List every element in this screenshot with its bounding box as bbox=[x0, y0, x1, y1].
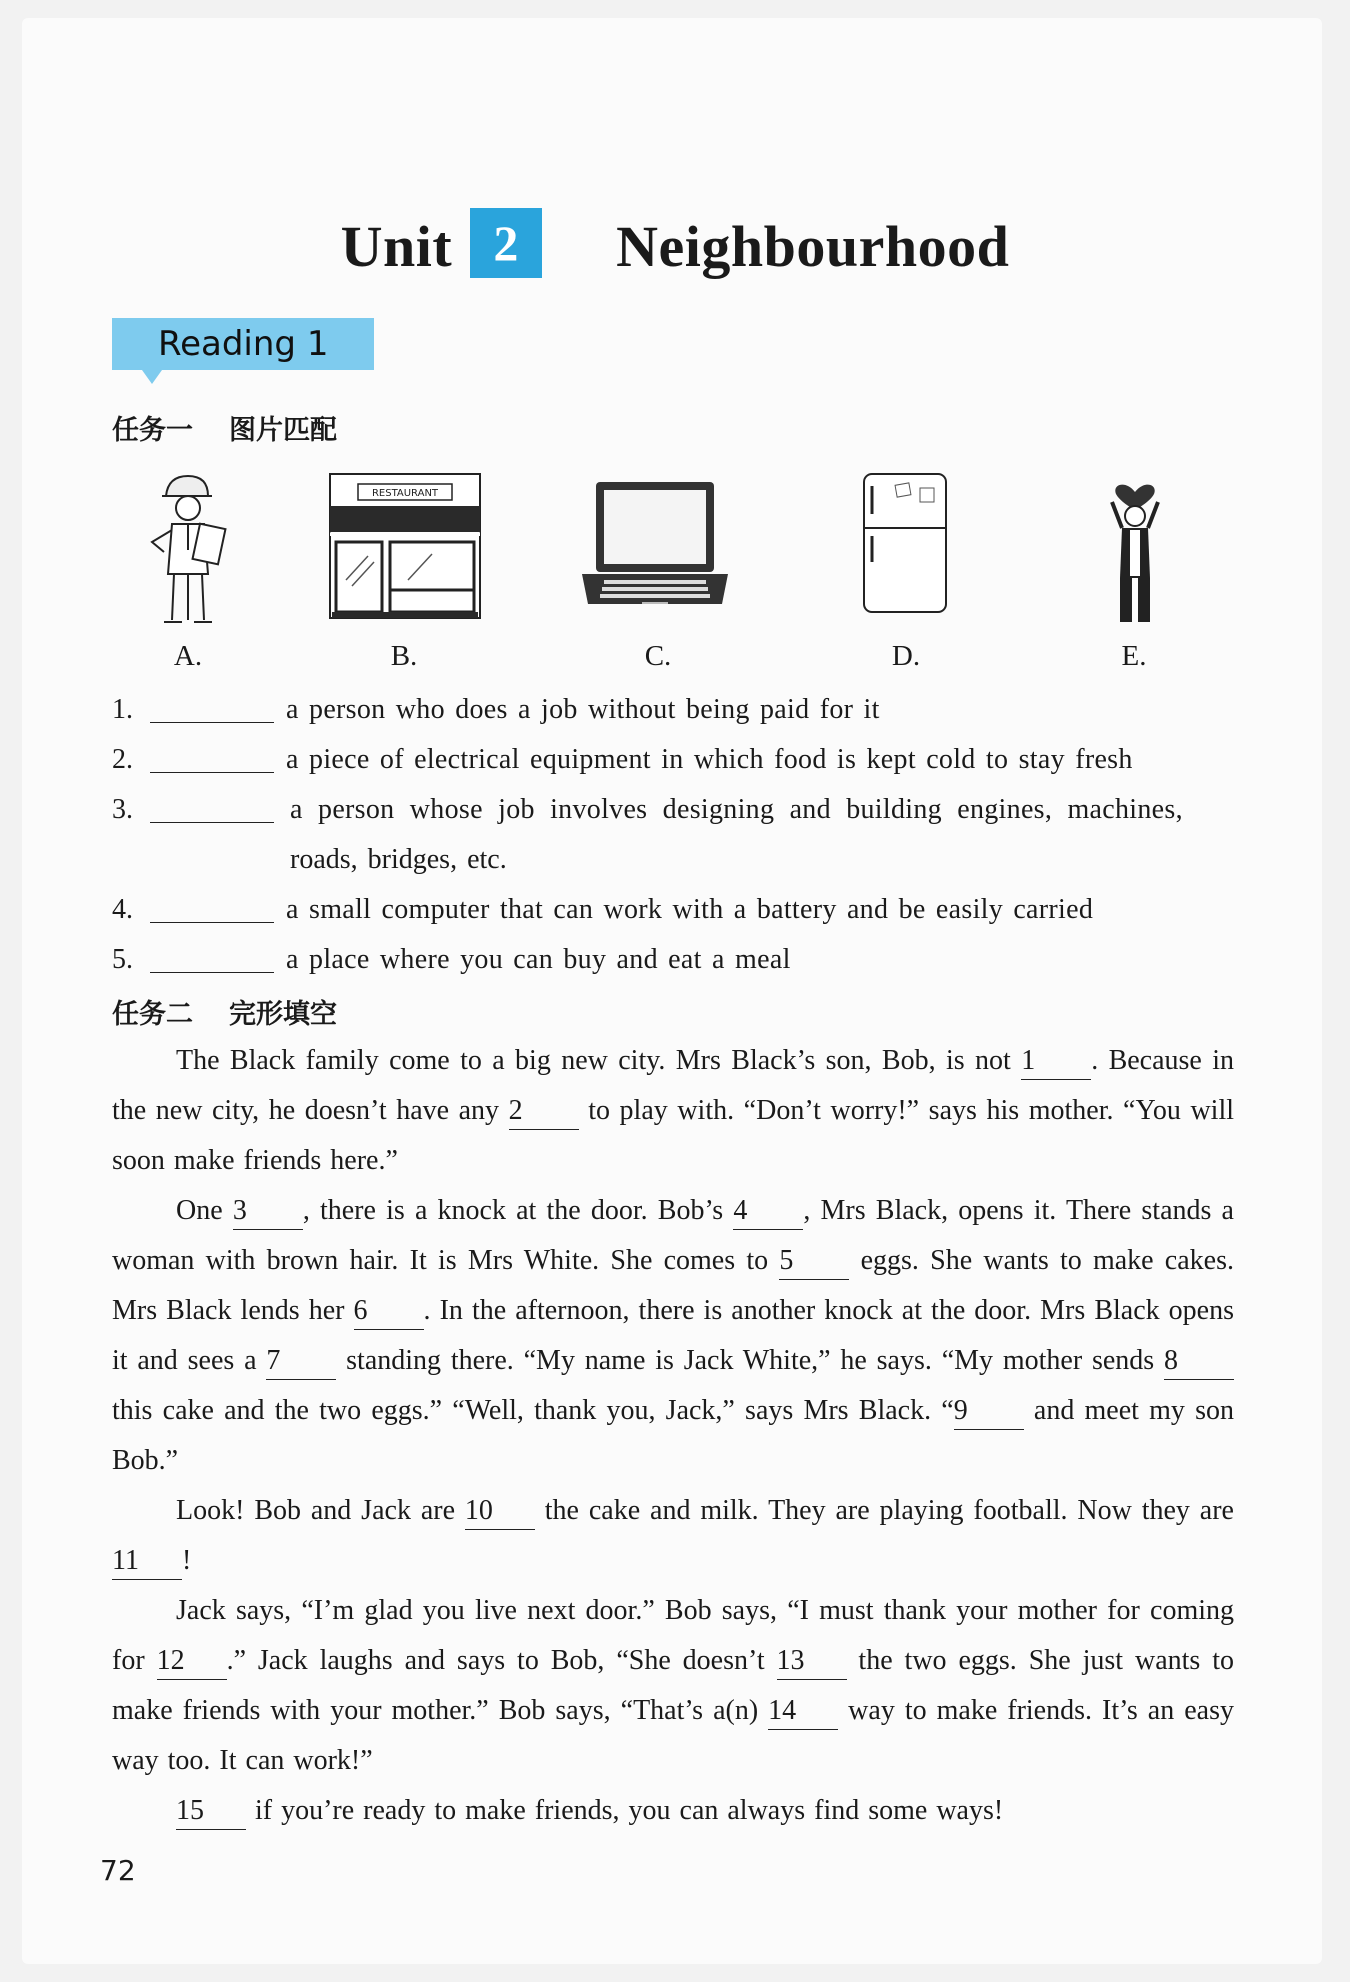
cloze-text: Jack says, “I’m glad you live next door.” Bob says, “I must thank your mother for coming for bbox=[112, 1595, 1234, 1676]
cloze-text: this cake and the two eggs.” “Well, thank you, Jack,” says Mrs Black. “ bbox=[112, 1395, 954, 1426]
item-number: 1. bbox=[112, 694, 133, 725]
matching-item bbox=[112, 940, 1232, 990]
cloze-blank[interactable]: 8 bbox=[1164, 1343, 1234, 1380]
cloze-paragraph bbox=[112, 1186, 1234, 1486]
item-number: 3. bbox=[112, 794, 133, 825]
section-tab: Reading 1 bbox=[112, 318, 374, 370]
cloze-paragraph bbox=[112, 1036, 1234, 1186]
cloze-blank[interactable]: 3 bbox=[233, 1193, 303, 1230]
cloze-text: Look! Bob and Jack are bbox=[176, 1495, 465, 1526]
unit-title bbox=[0, 208, 1350, 280]
cloze-text: , Mrs Black, opens it. There stands a woman with brown hair. It is Mrs White. She comes to bbox=[112, 1195, 1234, 1276]
cloze-text: , there is a knock at the door. Bob’s bbox=[302, 1195, 734, 1226]
unit-word: Unit bbox=[340, 214, 453, 279]
cloze-text: the cake and milk. They are playing football. Now they are bbox=[534, 1495, 1234, 1526]
cloze-blank[interactable]: 9 bbox=[954, 1393, 1024, 1430]
item-text: a person whose job involves designing and building engines, machines, bbox=[290, 794, 1183, 825]
engineer-icon bbox=[138, 470, 234, 628]
picture-letter-b: B. bbox=[390, 640, 418, 672]
matching-item bbox=[112, 790, 1232, 890]
picture-row bbox=[0, 470, 1350, 640]
answer-blank[interactable] bbox=[150, 822, 274, 823]
answer-blank[interactable] bbox=[150, 972, 274, 973]
item-text: a person who does a job without being paid for it bbox=[286, 694, 880, 725]
page-number: 72 bbox=[100, 1854, 136, 1887]
task1-title: 图片匹配 bbox=[229, 415, 337, 446]
laptop-icon bbox=[578, 478, 732, 616]
cloze-text: the two eggs. She just wants to make friends with your mother.” Bob says, “That’s a(n) bbox=[112, 1645, 1234, 1726]
cloze-paragraph bbox=[112, 1486, 1234, 1586]
fridge-icon bbox=[862, 470, 948, 616]
matching-list bbox=[112, 690, 1232, 990]
answer-blank[interactable] bbox=[150, 772, 274, 773]
answer-blank[interactable] bbox=[150, 922, 274, 923]
cloze-blank[interactable]: 4 bbox=[733, 1193, 803, 1230]
cloze-text: if you’re ready to make friends, you can always find some ways! bbox=[246, 1795, 1004, 1826]
matching-item bbox=[112, 740, 1232, 790]
cloze-blank[interactable]: 5 bbox=[779, 1243, 849, 1280]
cloze-text: One bbox=[176, 1195, 233, 1226]
task1-heading bbox=[112, 408, 337, 447]
matching-item bbox=[112, 890, 1232, 940]
cloze-text: and meet my son Bob.” bbox=[112, 1395, 1234, 1476]
volunteer-icon bbox=[1108, 470, 1162, 624]
matching-item bbox=[112, 690, 1232, 740]
restaurant-sign-text: RESTAURANT bbox=[371, 488, 439, 499]
cloze-blank[interactable]: 10 bbox=[465, 1493, 535, 1530]
task2-heading bbox=[112, 992, 337, 1031]
cloze-text: . In the afternoon, there is another knock at the door. Mrs Black opens it and sees a bbox=[112, 1295, 1235, 1376]
answer-blank[interactable] bbox=[150, 722, 274, 723]
task1-label: 任务一 bbox=[112, 415, 193, 446]
cloze-blank[interactable]: 6 bbox=[354, 1293, 424, 1330]
cloze-text: to play with. “Don’t worry!” says his mother. “You will soon make friends here.” bbox=[112, 1095, 1235, 1176]
unit-topic: Neighbourhood bbox=[616, 214, 1010, 279]
cloze-paragraph bbox=[112, 1586, 1234, 1786]
cloze-blank[interactable]: 1 bbox=[1021, 1043, 1091, 1080]
task2-title: 完形填空 bbox=[229, 999, 337, 1030]
cloze-blank[interactable]: 14 bbox=[768, 1693, 838, 1730]
cloze-blank[interactable]: 12 bbox=[157, 1643, 227, 1680]
picture-letter-a: A. bbox=[173, 640, 203, 672]
picture-letter-c: C. bbox=[644, 640, 672, 672]
item-text: a small computer that can work with a battery and be easily carried bbox=[286, 894, 1094, 925]
item-number: 4. bbox=[112, 894, 133, 925]
cloze-passage bbox=[112, 1036, 1234, 1836]
cloze-blank[interactable]: 11 bbox=[112, 1543, 182, 1580]
cloze-paragraph bbox=[112, 1786, 1234, 1836]
item-number: 2. bbox=[112, 744, 133, 775]
unit-number-badge: 2 bbox=[470, 208, 542, 278]
cloze-text: eggs. She wants to make cakes. Mrs Black lends her bbox=[112, 1245, 1234, 1326]
cloze-blank[interactable]: 13 bbox=[777, 1643, 847, 1680]
restaurant-icon bbox=[328, 470, 482, 620]
cloze-text: .” Jack laughs and says to Bob, “She doesn’t bbox=[226, 1645, 777, 1676]
cloze-blank[interactable]: 7 bbox=[266, 1343, 336, 1380]
cloze-blank[interactable]: 15 bbox=[176, 1793, 246, 1830]
task2-label: 任务二 bbox=[112, 999, 193, 1030]
item-text: a place where you can buy and eat a meal bbox=[286, 944, 791, 975]
item-text: a piece of electrical equipment in which food is kept cold to stay fresh bbox=[286, 744, 1133, 775]
cloze-blank[interactable]: 2 bbox=[509, 1093, 579, 1130]
item-number: 5. bbox=[112, 944, 133, 975]
picture-letter-e: E. bbox=[1121, 640, 1147, 672]
picture-letter-d: D. bbox=[891, 640, 921, 672]
cloze-text: way to make friends. It’s an easy way too. It can work!” bbox=[112, 1695, 1234, 1776]
cloze-text: The Black family come to a big new city. Mrs Black’s son, Bob, is not bbox=[176, 1045, 1022, 1076]
cloze-text: ! bbox=[182, 1545, 192, 1576]
item-text-continued: roads, bridges, etc. bbox=[290, 844, 507, 875]
cloze-text: standing there. “My name is Jack White,” he says. “My mother sends bbox=[336, 1345, 1164, 1376]
cloze-text: . Because in the new city, he doesn’t have any bbox=[112, 1045, 1235, 1126]
